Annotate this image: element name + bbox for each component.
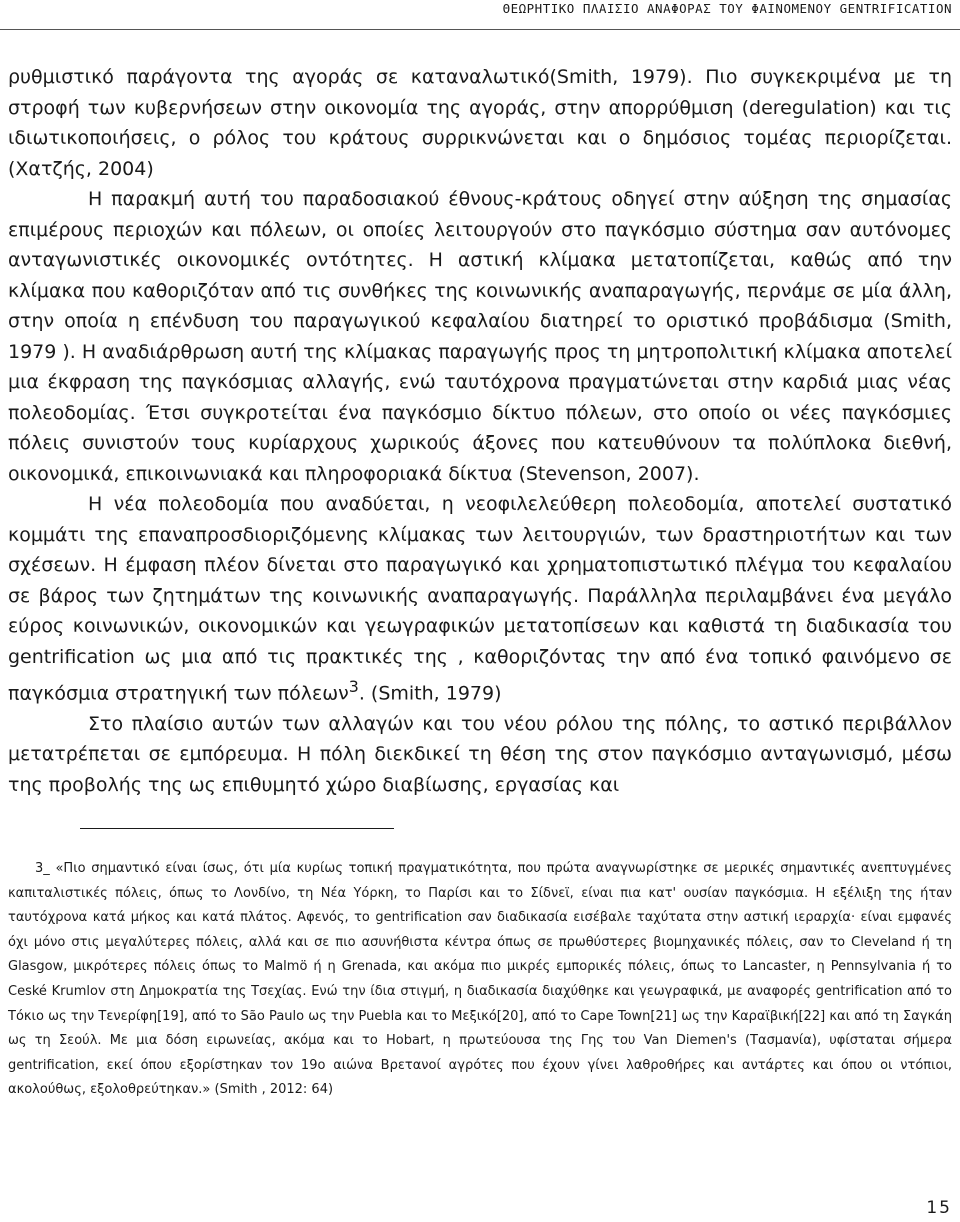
- paragraph-decline-of-nation-state: Η παρακμή αυτή του παραδοσιακού έθνους-κράτους οδηγεί στην αύξηση της σημασίας επιμέρους περιοχών και πόλεων, οι οποίες λειτουργούν στο παγκόσμιο σύστημα σαν αυτόνομες ανταγωνιστικές οικονομικές οντότητες. Η αστική κλίμακα μετατοπίζεται, καθώς από την κλίμακα που καθοριζόταν από τις συνθήκες της κοινωνικής αναπαραγωγής, περνάμε σε μία άλλη, στην οποία η επένδυση του παραγωγικού κεφαλαίου διατηρεί το οριστικό προβάδισμα (Smith, 1979 ). Η αναδιάρθρωση αυτή της κλίμακας παραγωγής προς τη μητροπολιτική κλίμακα αποτελεί μια έκφραση της παγκόσμιας αλλαγής, ενώ ταυτόχρονα πραγματώνεται στην καρδιά μιας νέας πολεοδομίας. Έτσι συγκροτείται ένα παγκόσμιο δίκτυο πόλεων, στο οποίο οι νέες παγκόσμιες πόλεις συνιστούν τους κυρίαρχους χωρικούς άξονες που κατευθύνουν τα πολύπλοκα διεθνή, οικονομικά, επικοινωνιακά και πληροφοριακά δίκτυα (Stevenson, 2007).: [8, 188, 952, 485]
- paragraph-neoliberal-urbanism-citation: . (Smith, 1979): [358, 682, 502, 705]
- header-rule: [0, 29, 960, 30]
- body-text: [8, 62, 952, 800]
- paragraph-neoliberal-urbanism: [8, 489, 952, 709]
- footnote-reference[interactable]: 3: [348, 677, 359, 696]
- paragraph-city-as-commodity: Στο πλαίσιο αυτών των αλλαγών και του νέου ρόλου της πόλης, το αστικό περιβάλλον μετατρέπεται σε εμπόρευμα. Η πόλη διεκδικεί τη θέση της στον παγκόσμιο ανταγωνισμό, μέσω της προβολής της ως επιθυμητό χώρο διαβίωσης, εργασίας και: [8, 712, 952, 796]
- footnote-3: 3_ «Πιο σημαντικό είναι ίσως, ότι μία κυρίως τοπική πραγματικότητα, που πρώτα αναγνωρίστηκε σε μερικές σημαντικές ανεπτυγμένες καπιταλιστικές πόλεις, όπως το Λονδίνο, τη Νέα Υόρκη, το Παρίσι και το Σίδνεϊ, είναι πια κατ' ουσίαν παγκόσμια. Η εξέλιξη της ήταν ταυτόχρονα κατά μήκος και κατά πλάτος. Αφενός, το gentrification σαν διαδικασία εισέβαλε ταχύτατα στην αστική ιεραρχία· είναι εμφανές όχι μόνο στις μεγαλύτερες πόλεις, αλλά και σε πιο ασυνήθιστα κέντρα όπως σε πρωθύστερες βιομηχανικές πόλεις, σαν το Cleveland ή τη Glasgow, μικρότερες πόλεις όπως το Malmö ή η Grenada, και ακόμα πιο μικρές εμπορικές πόλεις, όπως το Lancaster, η Pennsylvania ή το Ceské Krumlov στη Δημοκρατία της Τσεχίας. Ενώ την ίδια στιγμή, η διαδικασία διαχύθηκε και γεωγραφικά, με αναφορές gentrification από το Τόκιο ως την Τενερίφη[19], από το São Paulo ως την Puebla και το Μεξικό[20], από το Cape Town[21] ως την Καραϊβική[22] και από τη Σαγκάη ως τη Σεούλ. Με μια δόση ειρωνείας, ακόμα και το Hobart, η πρωτεύουσα της Γης του Van Diemen's (Τασμανία), υφίσταται σήμερα gentrification, εκεί όπου εξορίστηκαν τον 19ο αιώνα Βρετανοί αγρότες που έχουν γίνει λαθροθήρες και αντάρτες και όπου οι ντόπιοι, ακολούθως, εξολοθρεύτηκαν.» (Smith , 2012: 64): [8, 861, 952, 1098]
- page-number: 15: [926, 1198, 952, 1218]
- running-header: ΘΕΩΡΗΤΙΚΟ ΠΛΑΙΣΙΟ ΑΝΑΦΟΡΑΣ ΤΟΥ ΦΑΙΝΟΜΕΝΟΥ GENTRIFICATION: [502, 1, 952, 16]
- paragraph-continuation: ρυθμιστικό παράγοντα της αγοράς σε καταναλωτικό(Smith, 1979). Πιο συγκεκριμένα με τη στροφή των κυβερνήσεων στην οικονομία της αγοράς, στην απορρύθμιση (deregulation) και τις ιδιωτικοποιήσεις, ο ρόλος του κράτους συρρικνώνεται και ο δημόσιος τομέας περιορίζεται. (Χατζής, 2004): [8, 66, 952, 180]
- footnote-separator: [80, 828, 394, 829]
- paragraph-neoliberal-urbanism-text: Η νέα πολεοδομία που αναδύεται, η νεοφιλελεύθερη πολεοδομία, αποτελεί συστατικό κομμάτι της επαναπροσδιοριζόμενης κλίμακας των λειτουργιών, των δραστηριοτήτων και των σχέσεων. Η έμφαση πλέον δίνεται στο παραγωγικό και χρηματοπιστωτικό πλέγμα του κεφαλαίου σε βάρος των ζητημάτων της κοινωνικής αναπαραγωγής. Παράλληλα περιλαμβάνει ένα μεγάλο εύρος κοινωνικών, οικονομικών και γεωγραφικών μετατοπίσεων και καθιστά τη διαδικασία του gentrification ως μια από τις πρακτικές της , καθοριζόντας την από ένα τοπικό φαινόμενο σε παγκόσμια στρατηγική των πόλεων: [8, 493, 952, 705]
